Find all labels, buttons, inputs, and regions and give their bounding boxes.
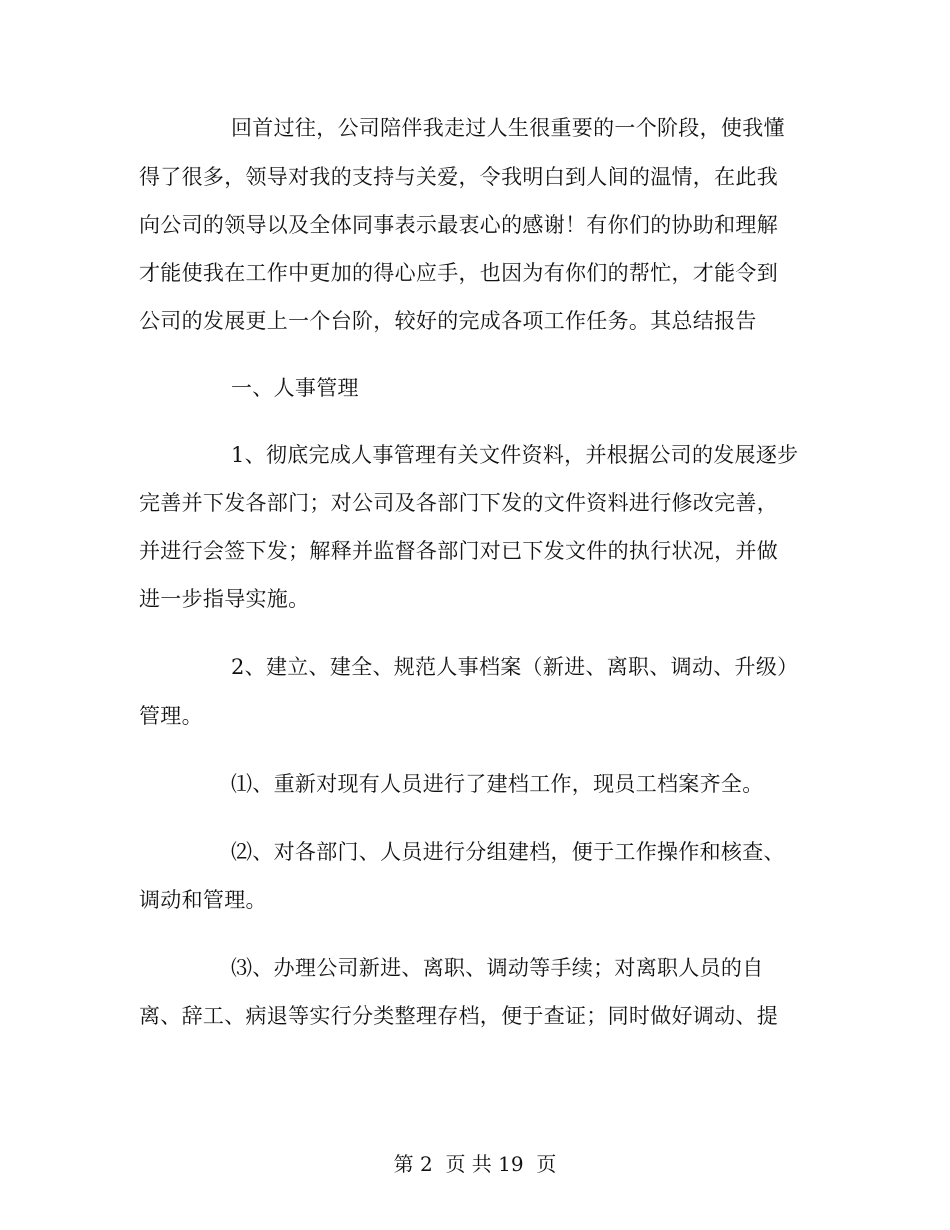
section-heading-personnel-management: 一、人事管理 (231, 376, 359, 400)
item-2-line-1: 2、建立、建全、规范人事档案（新进、离职、调动、升级） (231, 655, 799, 679)
paragraph-1-line-1: 回首过往，公司陪伴我走过人生很重要的一个阶段，使我懂 (231, 116, 785, 140)
paragraph-1-line-2: 得了很多，领导对我的支持与关爱，令我明白到人间的温情，在此我 (139, 165, 778, 189)
subitem-3-line-1: ⑶、办理公司新进、离职、调动等手续；对离职人员的自 (231, 956, 764, 980)
paragraph-1-line-4: 才能使我在工作中更加的得心应手，也因为有你们的帮忙，才能令到 (139, 261, 778, 285)
item-1-line-2: 完善并下发各部门；对公司及各部门下发的文件资料进行修改完善， (139, 491, 778, 515)
paragraph-1-line-5: 公司的发展更上一个台阶，较好的完成各项工作任务。其总结报告 (139, 309, 757, 333)
paragraph-1-line-3: 向公司的领导以及全体同事表示最衷心的感谢！有你们的协助和理解 (139, 213, 778, 237)
subitem-2-line-1: ⑵、对各部门、人员进行分组建档，便于工作操作和核查、 (231, 840, 785, 864)
subitem-2-line-2: 调动和管理。 (139, 888, 267, 912)
subitem-3-line-2: 离、辞工、病退等实行分类整理存档，便于查证；同时做好调动、提 (139, 1004, 778, 1028)
item-1-line-3: 并进行会签下发；解释并监督各部门对已下发文件的执行状况，并做 (139, 539, 778, 563)
item-2-line-2: 管理。 (139, 704, 203, 728)
item-1-line-4: 进一步指导实施。 (139, 587, 310, 611)
page-number-footer: 第 2 页 共 19 页 (393, 1152, 557, 1176)
subitem-1-line-1: ⑴、重新对现有人员进行了建档工作，现员工档案齐全。 (231, 772, 764, 796)
item-1-line-1: 1、彻底完成人事管理有关文件资料，并根据公司的发展逐步 (231, 443, 799, 467)
